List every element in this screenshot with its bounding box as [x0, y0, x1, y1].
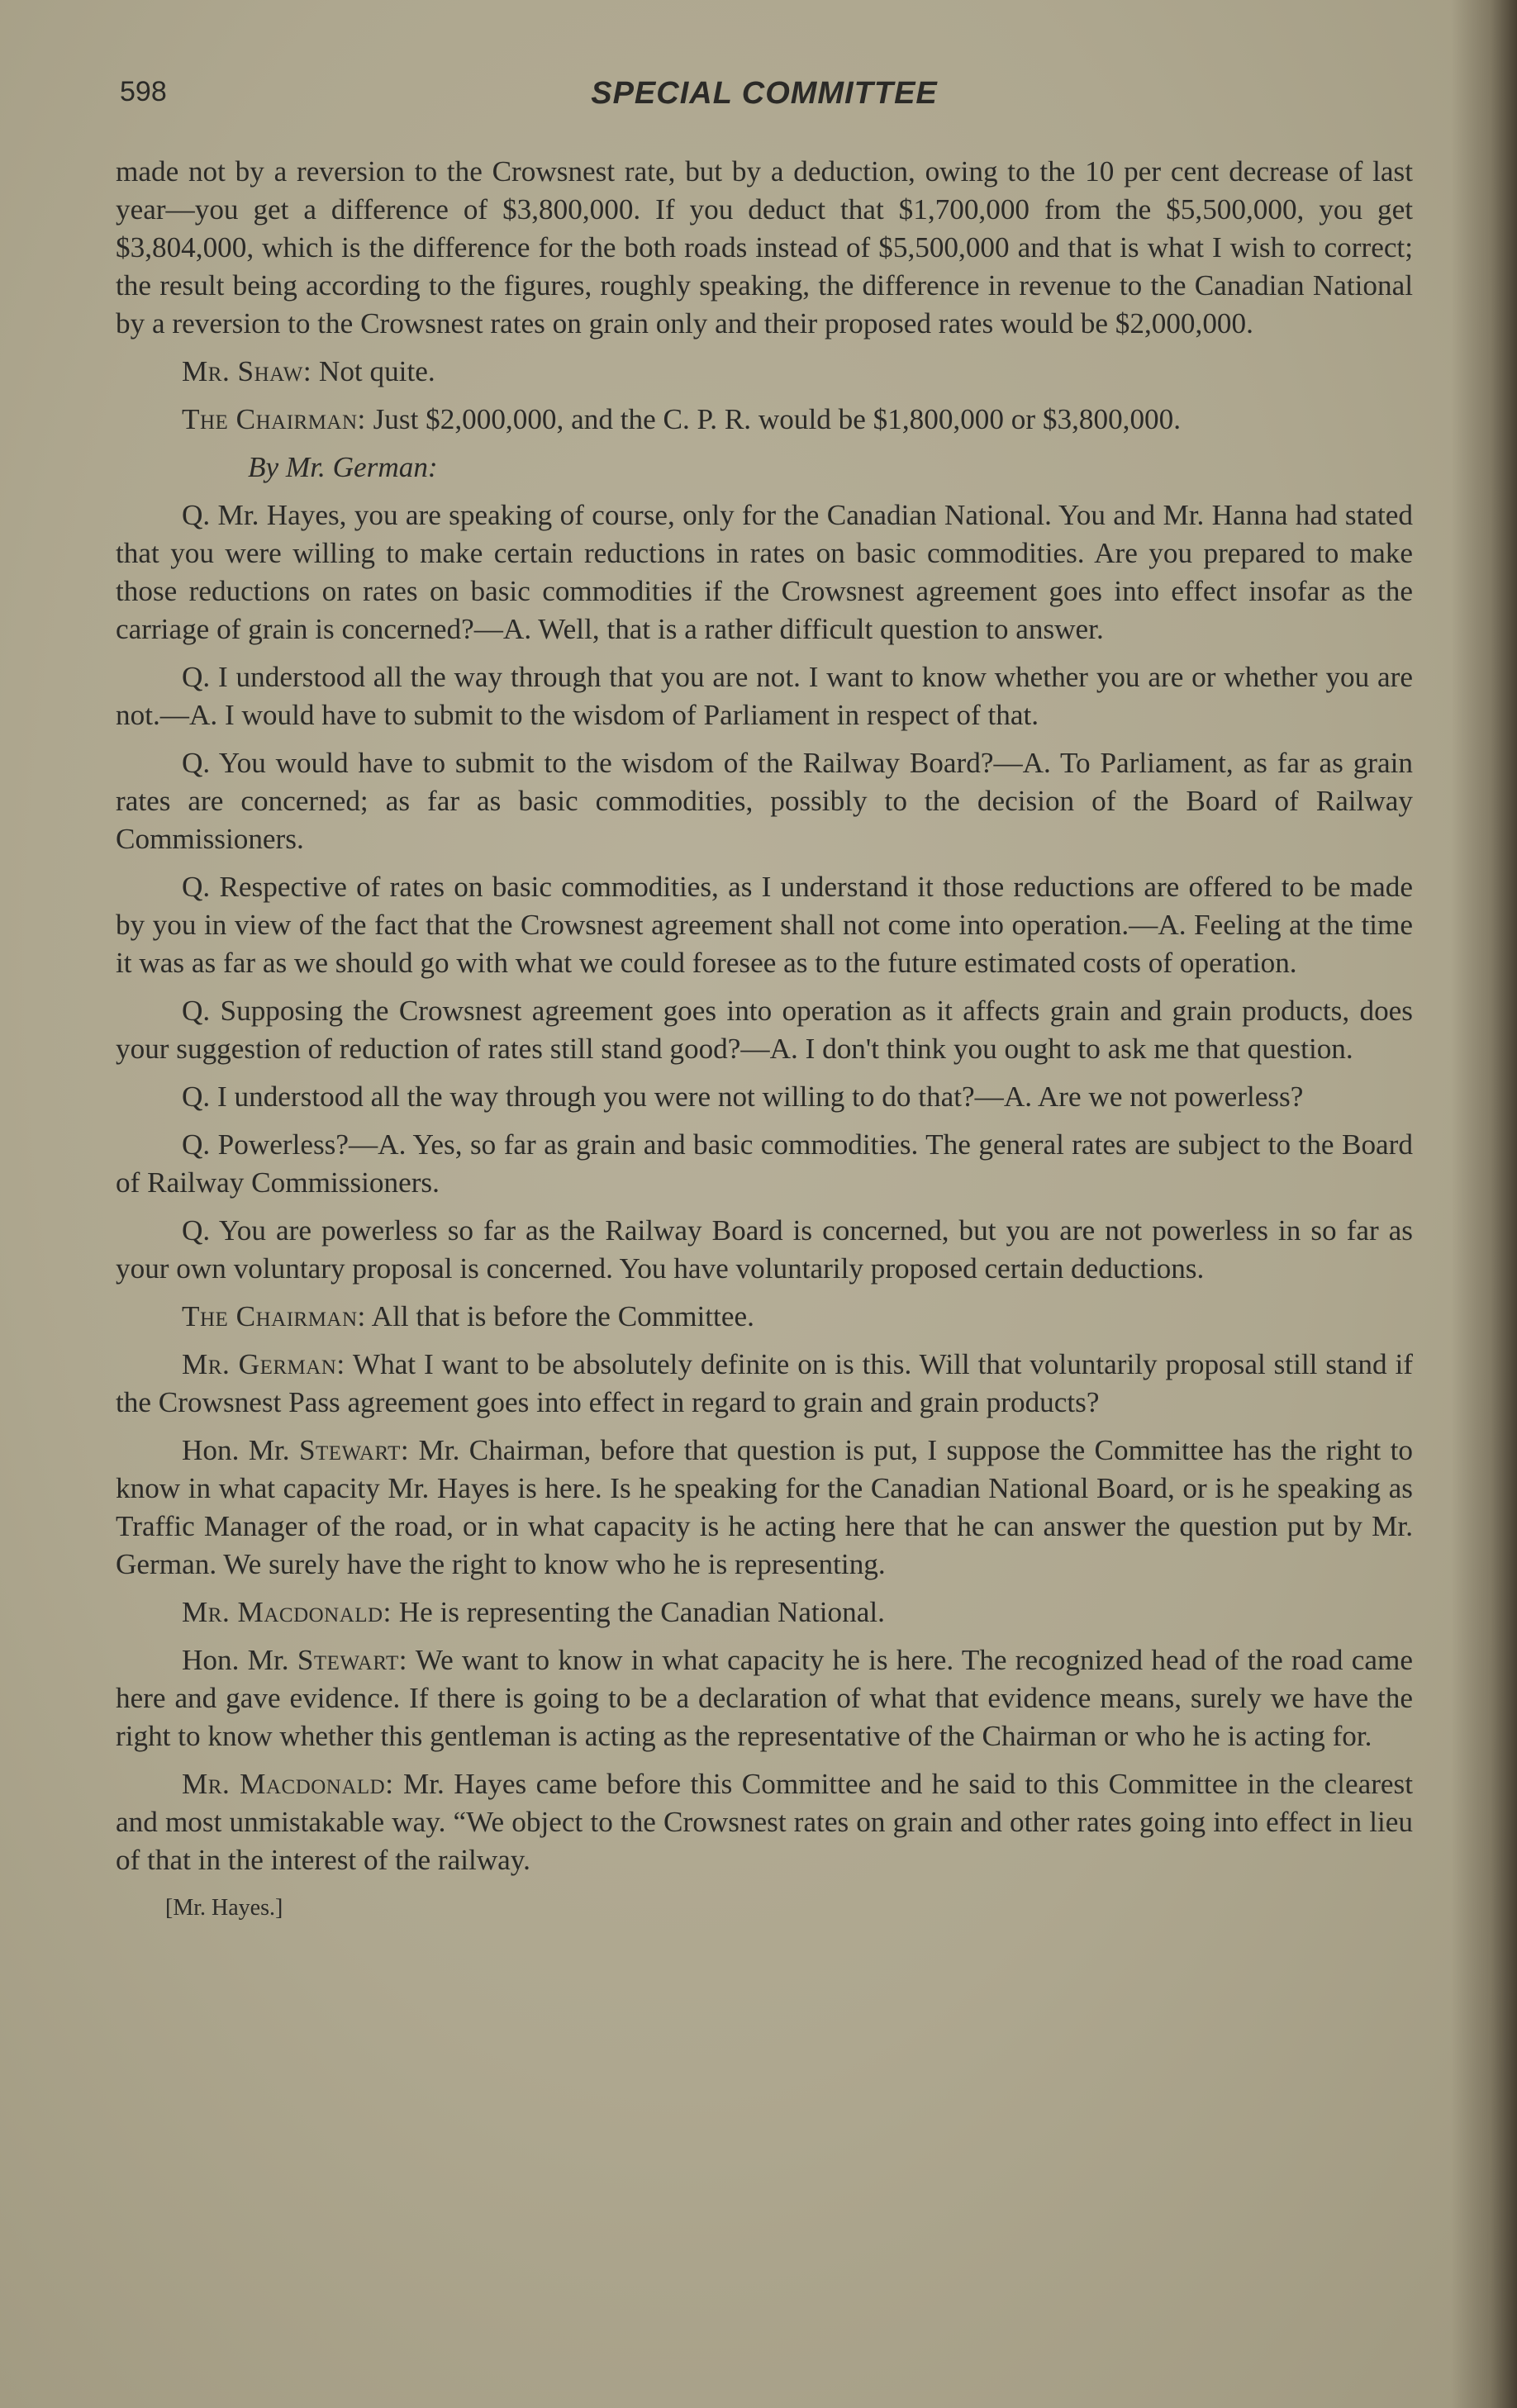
paragraph: made not by a reversion to the Crowsnest rate, but by a deduction, owing to the 10 per cent decrease of last year—you get a difference of $3,800,000. If you deduct that $1,700,000 from the $5,500,000, you get $3,804,000, which is the difference for the both roads instead of $5,500,000 and that is what I wish to correct; the result being according to the figures, roughly speaking, the difference in revenue to the Canadian National by a reversion to the Crowsnest rates on grain only and their proposed rates would be $2,000,000.	[116, 155, 1413, 340]
speaker-paragraph	[116, 1641, 1413, 1755]
speech-text: He is representing the Canadian National.	[398, 1596, 885, 1628]
speaker-name: Mr. Shaw:	[182, 355, 312, 387]
speaker-name: Mr. German:	[182, 1348, 345, 1380]
speaker-paragraph	[116, 353, 1413, 391]
question-answer: Q. You are powerless so far as the Railway Board is concerned, but you are not powerless in so far as your own voluntary proposal is concerned. You have voluntarily proposed certain deductions.	[116, 1214, 1413, 1285]
speaker-name: The Chairman:	[182, 403, 366, 435]
speech-text: All that is before the Committee.	[371, 1300, 754, 1332]
speaker-paragraph	[116, 1765, 1413, 1879]
speaker-name: The Chairman:	[182, 1300, 366, 1332]
speech-text: Mr. Hayes came before this Committee and he said to this Committee in the clearest and most unmistakable way. “We object to the Crowsnest rates on grain and other rates going into effect in lieu of that in the interest of the railway.	[116, 1768, 1413, 1876]
speaker-prefix: Hon. Mr.	[182, 1644, 289, 1676]
question-answer: Q. Mr. Hayes, you are speaking of course, only for the Canadian National. You and Mr. Hanna had stated that you were willing to make certain reductions in rates on basic commodities. Are you prepared to make those reductions on rates on basic commodities if the Crowsnest agreement goes into effect insofar as the carriage of grain is concerned?—A. Well, that is a rather difficult question to answer.	[116, 499, 1413, 645]
speaker-paragraph	[116, 1298, 1413, 1336]
question-answer: Q. You would have to submit to the wisdom of the Railway Board?—A. To Parliament, as far as grain rates are concerned; as far as basic commodities, possibly to the decision of the Board of Railway Commissioners.	[116, 747, 1413, 855]
speaker-name: Mr. Macdonald:	[182, 1596, 392, 1628]
speech-text: Mr. Chairman, before that question is put, I suppose the Committee has the right to know in what capacity Mr. Hayes is here. Is he speaking for the Canadian National Board, or is he speaking as Traffic Manager of the road, or in what capacity is he acting here that he can answer the question put by Mr. German. We surely have the right to know who he is representing.	[116, 1434, 1413, 1580]
speech-text: What I want to be absolutely definite on is this. Will that voluntarily proposal still stand if the Crowsnest Pass agreement goes into effect in regard to grain and grain products?	[116, 1348, 1413, 1418]
speaker-paragraph	[116, 1593, 1413, 1631]
speaker-name: Stewart:	[298, 1434, 410, 1466]
speaker-paragraph	[116, 401, 1413, 439]
speech-text: We want to know in what capacity he is here. The recognized head of the road came here and gave evidence. If there is going to be a declaration of what that evidence means, surely we have the right to know whether this gentleman is acting as the representative of the Chairman or who he is acting for.	[116, 1644, 1414, 1752]
speaker-name: Mr. Macdonald:	[182, 1768, 394, 1800]
question-answer: Q. Supposing the Crowsnest agreement goes into operation as it affects grain and grain products, does your suggestion of reduction of rates still stand good?—A. I don't think you ought to ask me that question.	[116, 995, 1413, 1065]
question-answer: Q. I understood all the way through that you are not. I want to know whether you are or whether you are not.—A. I would have to submit to the wisdom of Parliament in respect of that.	[116, 661, 1413, 731]
speech-text: Just $2,000,000, and the C. P. R. would be $1,800,000 or $3,800,000.	[373, 403, 1182, 435]
page-header	[120, 76, 1409, 126]
examiner-byline: By Mr. German:	[248, 451, 438, 483]
speech-text: Not quite.	[318, 355, 435, 387]
running-title: SPECIAL COMMITTEE	[591, 76, 938, 111]
witness-footnote: [Mr. Hayes.]	[165, 1895, 283, 1921]
question-answer: Q. Powerless?—A. Yes, so far as grain and basic commodities. The general rates are subject to the Board of Railway Commissioners.	[116, 1128, 1413, 1199]
speaker-prefix: Hon. Mr.	[182, 1434, 290, 1466]
question-answer: Q. I understood all the way through you were not willing to do that?—A. Are we not powerless?	[182, 1081, 1304, 1113]
speaker-paragraph	[116, 1346, 1413, 1422]
page-number: 598	[120, 76, 167, 107]
speaker-name: Stewart:	[297, 1644, 408, 1676]
book-spine-shadow	[1451, 0, 1517, 2408]
page-body	[116, 153, 1413, 1927]
question-answer: Q. Respective of rates on basic commodities, as I understand it those reductions are offered to be made by you in view of the fact that the Crowsnest agreement shall not come into operation.—A. Feeling at the time it was as far as we should go with what we could foresee as to the future estimated costs of operation.	[116, 871, 1413, 979]
speaker-paragraph	[116, 1432, 1413, 1584]
